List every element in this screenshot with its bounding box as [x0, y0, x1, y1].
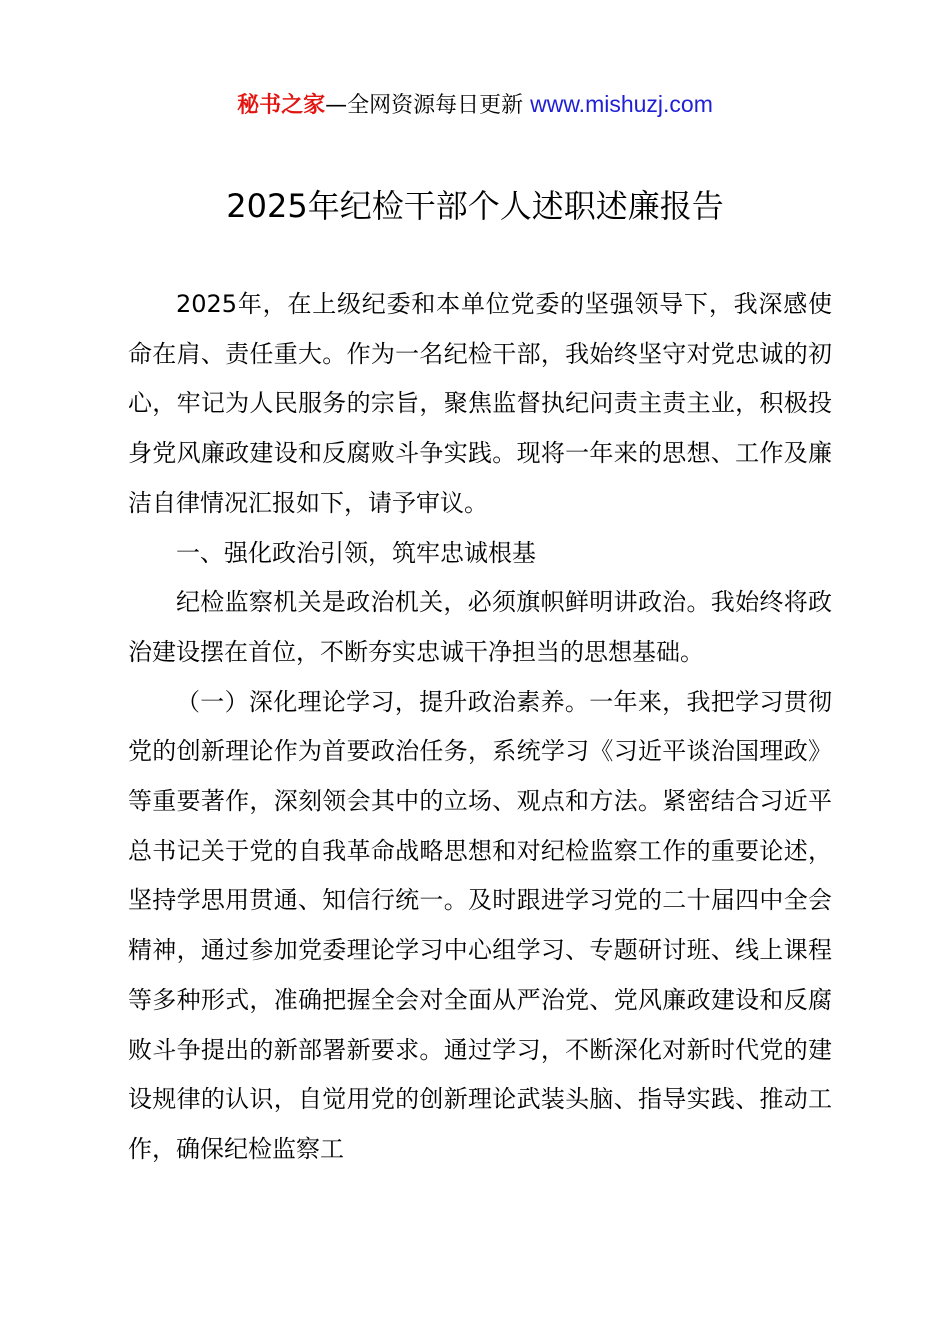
site-url-link[interactable]: www.mishuzj.com [530, 91, 713, 117]
site-banner [0, 86, 950, 124]
subsection-paragraph: （一）深化理论学习，提升政治素养。一年来，我把学习贯彻党的创新理论作为首要政治任务，系统学习《习近平谈治国理政》等重要著作，深刻领会其中的立场、观点和方法。紧密结合习近平总书记关于党的自我革命战略思想和对纪检监察工作的重要论述，坚持学思用贯通、知信行统一。及时跟进学习党的二十届四中全会精神，通过参加党委理论学习中心组学习、专题研讨班、线上课程等多种形式，准确把握全会对全面从严治党、党风廉政建设和反腐败斗争提出的新部署新要求。通过学习，不断深化对新时代党的建设规律的认识，自觉用党的创新理论武装头脑、指导实践、推动工作，确保纪检监察工 [128, 687, 832, 1163]
section-heading: 一、强化政治引领，筑牢忠诚根基 [176, 538, 536, 567]
document-body [128, 280, 832, 1175]
brand-name: 秘书之家 [237, 93, 326, 118]
section-paragraph: 纪检监察机关是政治机关，必须旗帜鲜明讲政治。我始终将政治建设摆在首位，不断夯实忠诚干净担当的思想基础。 [128, 588, 832, 666]
document-title: 2025年纪检干部个人述职述廉报告 [226, 187, 724, 225]
banner-slogan: —全网资源每日更新 [325, 93, 531, 118]
intro-paragraph: 2025年，在上级纪委和本单位党委的坚强领导下，我深感使命在肩、责任重大。作为一名纪检干部，我始终坚守对党忠诚的初心，牢记为人民服务的宗旨，聚焦监督执纪问责主责主业，积极投身党风廉政建设和反腐败斗争实践。现将一年来的思想、工作及廉洁自律情况汇报如下，请予审议。 [128, 290, 832, 517]
